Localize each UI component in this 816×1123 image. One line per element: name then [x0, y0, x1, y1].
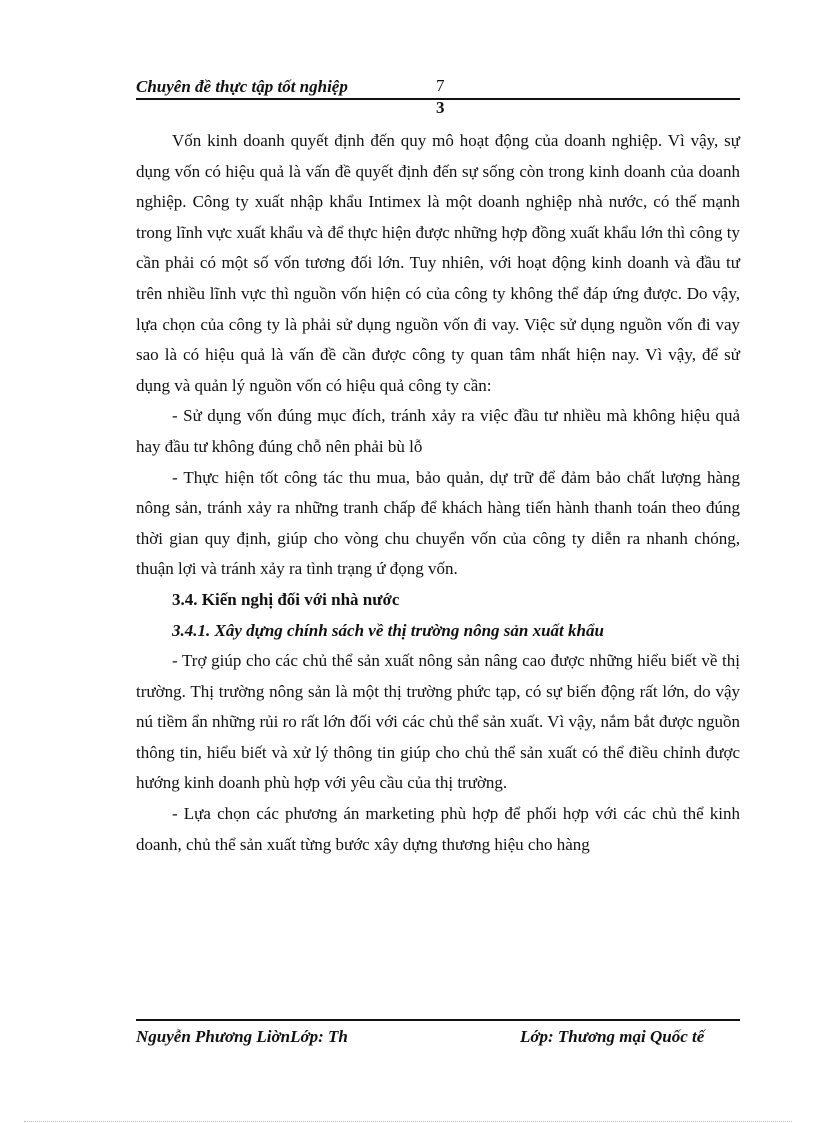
header-title: Chuyên đề thực tập tốt nghiệp	[136, 77, 348, 96]
page-number-line1: 7	[436, 76, 445, 95]
paragraph-bullet-capital-use: - Sử dụng vốn đúng mục đích, tránh xảy ra việc đầu tư nhiều mà không hiệu quả hay đầu tư không đúng chỗ nên phải bù lỗ	[136, 406, 740, 456]
page-number-line2: 3	[436, 98, 445, 117]
paragraph-bullet-marketing: - Lựa chọn các phương án marketing phù hợp để phối hợp với các chủ thể kinh doanh, chủ thể sản xuất từng bước xây dựng thương hiệu cho hàng	[136, 804, 740, 854]
header-divider	[136, 98, 740, 100]
document-body	[136, 126, 740, 860]
paragraph-bullet-market-knowledge: - Trợ giúp cho các chủ thể sản xuất nông sản nâng cao được những hiểu biết về thị trường. Thị trường nông sản là một thị trường phức tạp, có sự biến động rất lớn, do vậy nú tiềm ẩn những rủi ro rất lớn đối với các chủ thể sản xuất. Vì vậy, nắm bắt được nguồn thông tin, hiểu biết và xử lý thông tin giúp cho chủ thể sản xuất có thể điều chỉnh được hướng kinh doanh phù hợp với yêu cầu của thị trường.	[136, 651, 740, 793]
subsection-heading: 3.4.1. Xây dựng chính sách về thị trường nông sản xuất khẩu	[172, 620, 604, 640]
paragraph-intro: Vốn kinh doanh quyết định đến quy mô hoạt động của doanh nghiệp. Vì vậy, sự dụng vốn có hiệu quả là vấn đề quyết định đến sự sống còn trong kinh doanh của doanh nghiệp. Công ty xuất nhập khẩu Intimex là một doanh nghiệp nhà nước, có thế mạnh trong lĩnh vực xuất khẩu và để thực hiện được những hợp đồng xuất khẩu lớn thì công ty cần phải có một số vốn tương đối lớn. Tuy nhiên, với hoạt động kinh doanh và đầu tư trên nhiều lĩnh vực thì nguồn vốn hiện có của công ty không thể đáp ứng được. Do vậy, lựa chọn của công ty là phải sử dụng nguồn vốn đi vay. Việc sử dụng nguồn vốn đi vay sao là có hiệu quả là vấn đề cần được công ty quan tâm nhất hiện nay. Vì vậy, để sử dụng và quản lý nguồn vốn có hiệu quả công ty cần:	[136, 131, 740, 395]
paragraph-bullet-purchasing: - Thực hiện tốt công tác thu mua, bảo quản, dự trữ để đảm bảo chất lượng hàng nông sản, tránh xảy ra những tranh chấp để khách hàng tiến hành thanh toán theo đúng thời gian quy định, giúp cho vòng chu chuyển vốn của công ty diễn ra nhanh chóng, thuận lợi và tránh xảy ra tình trạng ứ đọng vốn.	[136, 467, 740, 579]
page-header	[136, 76, 740, 117]
footer-class: Lớp: Thương mại Quốc tế	[520, 1027, 705, 1046]
page-bottom-edge	[24, 1121, 792, 1122]
footer-divider	[136, 1019, 740, 1021]
footer-author: Nguyễn Phương LiờnLớp: Th	[136, 1027, 348, 1046]
section-heading: 3.4. Kiến nghị đối với nhà nước	[172, 589, 400, 609]
